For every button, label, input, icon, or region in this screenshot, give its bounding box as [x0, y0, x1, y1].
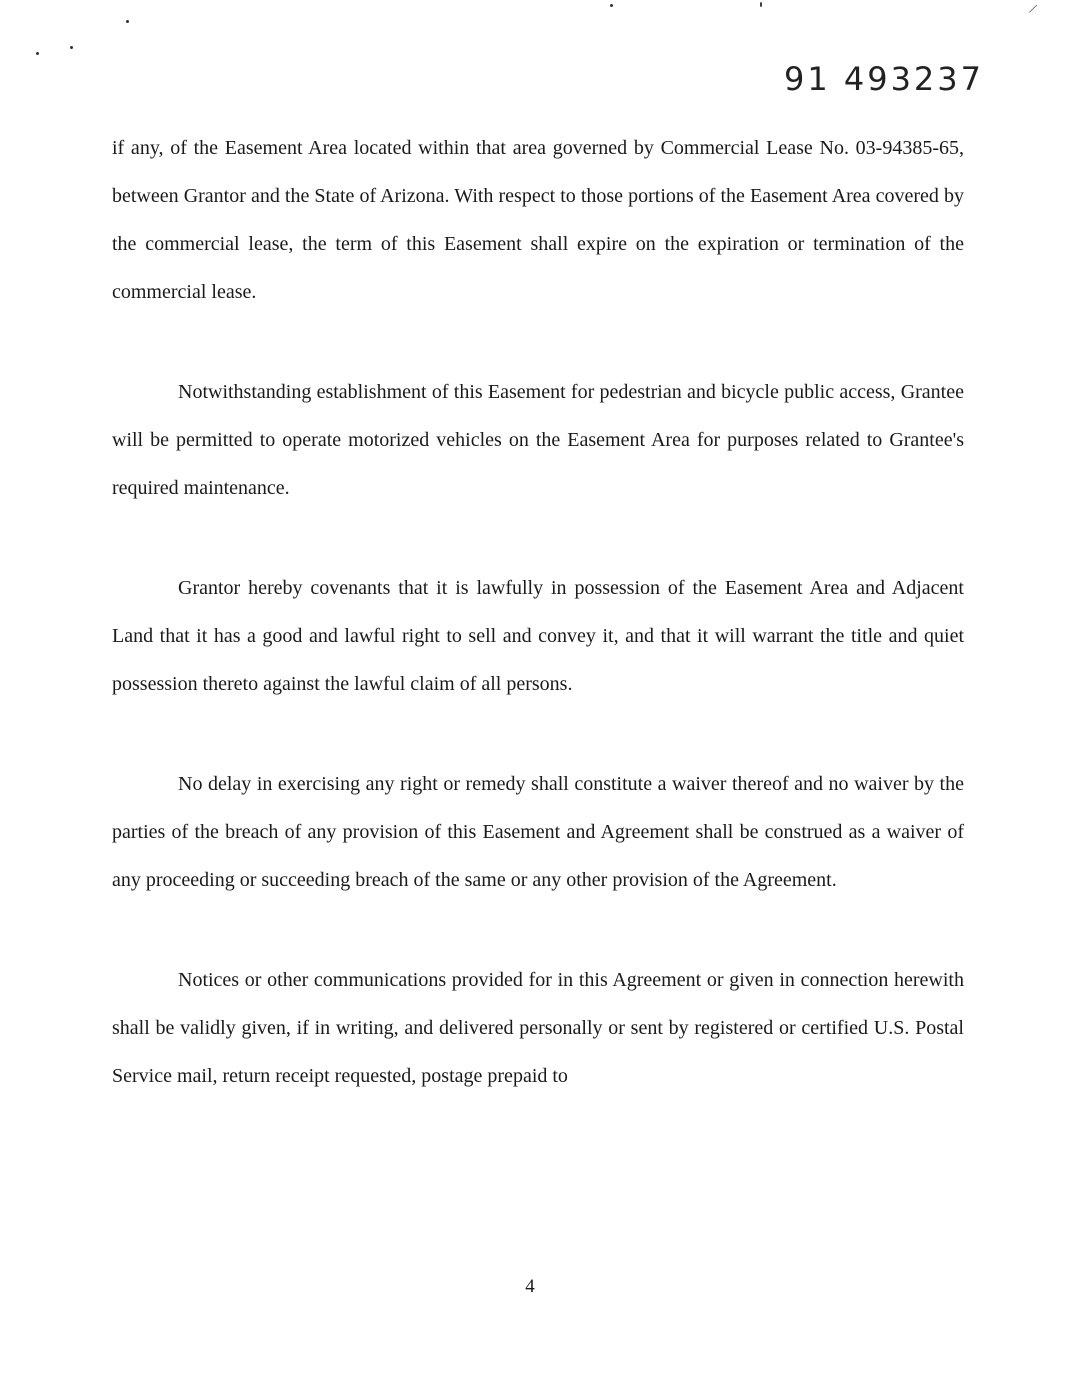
- scan-speck: [610, 4, 613, 7]
- paragraph-notices: Notices or other communications provided for in this Agreement or given in connection herewith shall be validly given, if in writing, and delivered personally or sent by registered or certified U.S. Postal Service mail, return receipt requested, postage prepaid to: [112, 969, 964, 1087]
- scan-speck: [126, 20, 129, 23]
- scan-speck: [70, 46, 73, 49]
- scan-speck: [36, 52, 39, 55]
- paragraph-grantor-covenants: Grantor hereby covenants that it is lawfully in possession of the Easement Area and Adjacent Land that it has a good and lawful right to sell and convey it, and that it will warrant the title and quiet possession thereto against the lawful claim of all persons.: [112, 577, 964, 695]
- scan-speck: [760, 2, 762, 7]
- document-body: [112, 124, 964, 1100]
- paragraph-lease-term: if any, of the Easement Area located within that area governed by Commercial Lease No. 03-94385-65, between Grantor and the State of Arizona. With respect to those portions of the Easement Area covered by the commercial lease, the term of this Easement shall expire on the expiration or termination of the commercial lease.: [112, 137, 964, 303]
- paragraph-no-waiver: No delay in exercising any right or remedy shall constitute a waiver thereof and no waiver by the parties of the breach of any provision of this Easement and Agreement shall be construed as a waiver of any proceeding or succeeding breach of the same or any other provision of the Agreement.: [112, 773, 964, 891]
- paragraph-motorized-vehicles: Notwithstanding establishment of this Easement for pedestrian and bicycle public access, Grantee will be permitted to operate motorized vehicles on the Easement Area for purposes related to Grantee's required maintenance.: [112, 381, 964, 499]
- recording-number: 91 493237: [783, 60, 984, 98]
- page-number: 4: [525, 1276, 535, 1297]
- scan-mark-icon: ⁄: [1030, 1, 1036, 17]
